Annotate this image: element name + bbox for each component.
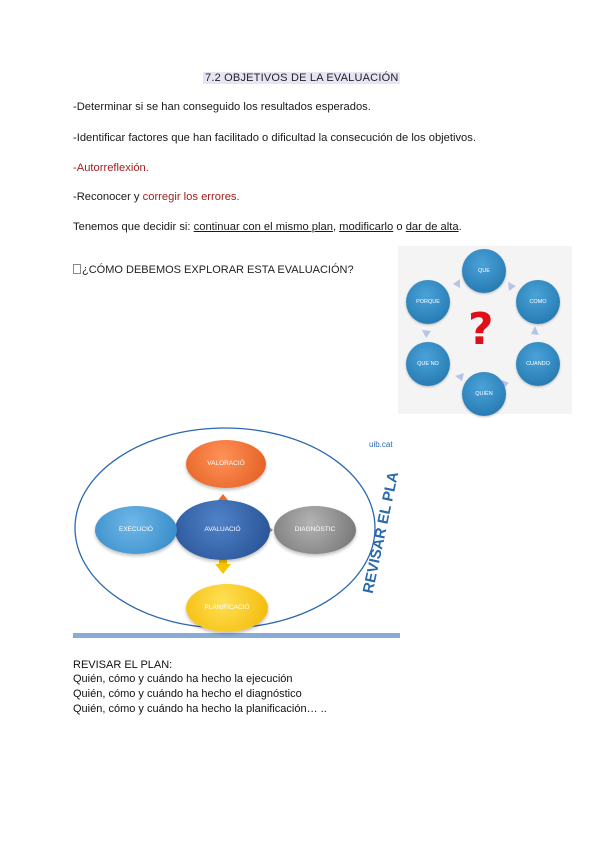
exploration-question-text: ¿CÓMO DEBEMOS EXPLORAR ESTA EVALUACIÓN?	[82, 264, 354, 276]
arrow-icon	[455, 373, 464, 381]
arrow-icon	[531, 326, 539, 335]
cycle-node-quien: QUIÉN	[462, 372, 506, 416]
arrow-icon	[453, 279, 460, 288]
review-heading: REVISAR EL PLAN:	[73, 659, 173, 671]
cycle-node-que-no: QUE NO	[406, 342, 450, 386]
right-diagnostic: DIAGNÒSTIC	[274, 506, 356, 554]
cycle-node-porque: PORQUE	[406, 280, 450, 324]
objective-4-highlight: corregir los errores.	[142, 191, 240, 203]
objective-3-text: Autorreflexión.	[76, 162, 149, 174]
objective-3-dash: -	[73, 162, 77, 174]
review-line-1: Quién, cómo y cuándo ha hecho la ejecución	[73, 673, 293, 685]
exploration-question	[73, 264, 354, 276]
bottom-planificacio: PLANIFICACIÓ	[186, 584, 268, 632]
source-label: uib.cat	[369, 440, 393, 449]
decision-prefix: Tenemos que decidir si:	[73, 221, 194, 233]
objective-1: -Determinar si se han conseguido los resultados esperados.	[73, 101, 371, 113]
left-execucio: EXECUCIÓ	[95, 506, 177, 554]
cycle-node-que: QUE	[462, 249, 506, 293]
arrow-icon	[422, 330, 431, 338]
decision-sep-2: o	[393, 221, 406, 233]
center-avaluacio: AVALUACIÓ	[175, 500, 270, 560]
cycle-node-cuando: CUANDO	[516, 342, 560, 386]
objective-2: -Identificar factores que han facilitado o dificultad la consecución de los objetivos.	[73, 132, 476, 144]
objective-4-text: -Reconocer y	[73, 191, 143, 203]
question-mark-icon: ?	[468, 304, 494, 355]
arrow-down-icon	[215, 558, 231, 574]
decision-line	[73, 221, 462, 233]
objective-3	[73, 162, 149, 174]
review-line-3: Quién, cómo y cuándo ha hecho la planificación… ..	[73, 703, 327, 715]
page-title: 7.2 OBJETIVOS DE LA EVALUACIÓN	[205, 72, 399, 84]
objective-4	[73, 191, 240, 203]
cycle-node-como: COMO	[516, 280, 560, 324]
revisar-side-text: REVISAR EL PLA	[359, 470, 403, 595]
arrow-icon	[508, 282, 516, 291]
checkbox-icon	[73, 264, 81, 274]
top-valoracio: VALORACIÓ	[186, 440, 266, 488]
decision-option-modify: modificarlo	[339, 221, 394, 233]
decision-option-discharge: dar de alta	[405, 221, 459, 233]
decision-sep-1: ,	[332, 221, 340, 233]
bottom-bar	[73, 633, 400, 638]
review-line-2: Quién, cómo y cuándo ha hecho el diagnóstico	[73, 688, 302, 700]
decision-end: .	[458, 221, 462, 233]
plan-review-diagram	[73, 424, 403, 638]
question-cycle-diagram	[398, 246, 572, 414]
decision-option-continue: continuar con el mismo plan	[193, 221, 333, 233]
